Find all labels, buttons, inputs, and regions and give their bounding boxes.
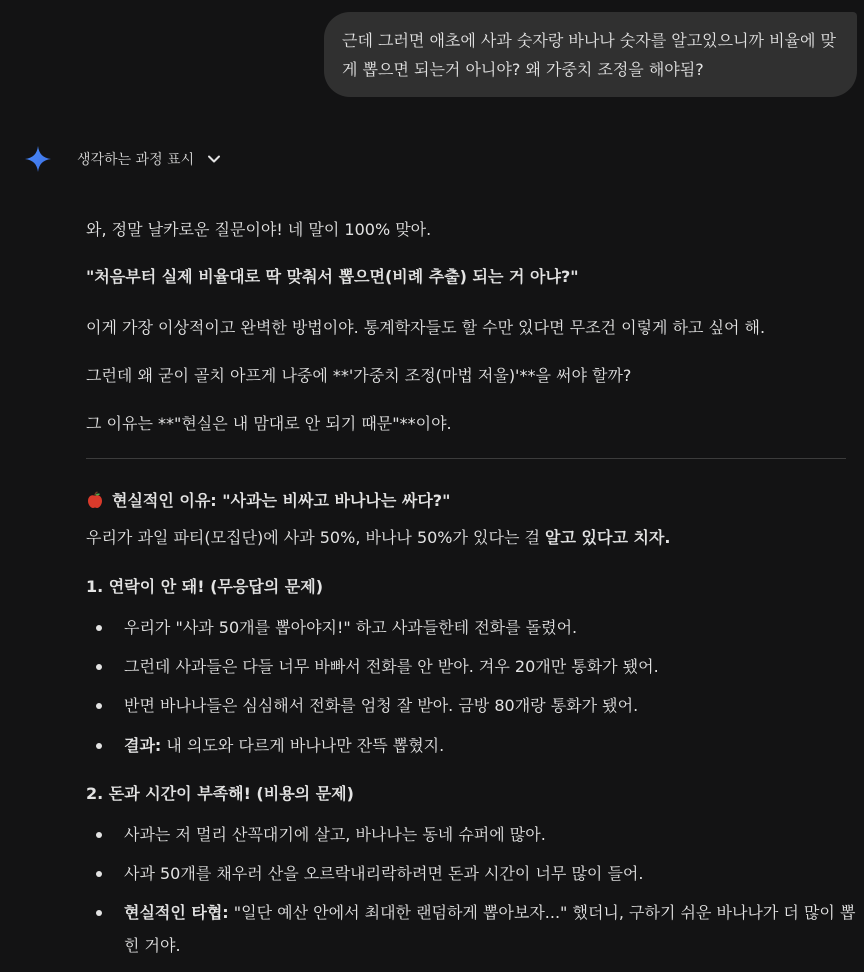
list1-item-2: 그런데 사과들은 다들 너무 바빠서 전화를 안 받아. 겨우 20개만 통화가 됐어.	[124, 657, 659, 676]
user-message-bubble	[324, 12, 857, 97]
bullet-dot	[96, 625, 102, 631]
list2-heading: 2. 돈과 시간이 부족해! (비용의 문제)	[86, 784, 354, 803]
response-paragraph-5: 그 이유는 **"현실은 내 맘대로 안 되기 때문"**이야.	[86, 414, 452, 433]
response-paragraph-4: 그런데 왜 굳이 골치 아프게 나중에 **'가중치 조정(마법 저울)'**을 써야 할까?	[86, 366, 632, 385]
section-heading-text: 현실적인 이유: "사과는 비싸고 바나나는 싸다?"	[112, 491, 451, 510]
list1-result-text: 내 의도와 다르게 바나나만 잔뜩 뽑혔지.	[161, 736, 445, 755]
list2-item-1: 사과는 저 멀리 산꼭대기에 살고, 바나나는 동네 슈퍼에 많아.	[124, 825, 546, 844]
response-paragraph-1: 와, 정말 날카로운 질문이야! 네 말이 100% 맞아.	[86, 220, 432, 239]
section-intro	[86, 526, 670, 550]
list2-compromise	[124, 896, 859, 962]
bullet-dot	[96, 832, 102, 838]
gemini-sparkle-icon	[24, 145, 52, 173]
apple-icon	[86, 491, 104, 509]
list1-item-3: 반면 바나나들은 심심해서 전화를 엄청 잘 받아. 금방 80개랑 통화가 됐어.	[124, 696, 639, 715]
bullet-dot	[96, 703, 102, 709]
response-paragraph-3: 이게 가장 이상적이고 완벽한 방법이야. 통계학자들도 할 수만 있다면 무조건 이렇게 하고 싶어 해.	[86, 318, 766, 337]
user-message-text: 근데 그러면 애초에 사과 숫자랑 바나나 숫자를 알고있으니까 비율에 맞게 뽑으면 되는거 아니야? 왜 가중치 조정을 해야됨?	[342, 31, 836, 79]
list1-result-label: 결과:	[124, 736, 162, 755]
bullet-dot	[96, 910, 102, 916]
list1-heading: 1. 연락이 안 돼! (무응답의 문제)	[86, 577, 324, 596]
thinking-toggle[interactable]	[24, 143, 222, 175]
list1-item-1: 우리가 "사과 50개를 뽑아야지!" 하고 사과들한테 전화를 돌렸어.	[124, 618, 578, 637]
bullet-dot	[96, 743, 102, 749]
list1-result	[124, 734, 444, 758]
thinking-label: 생각하는 과정 표시	[77, 152, 195, 168]
bullet-dot	[96, 664, 102, 670]
list2-compromise-text: "일단 예산 안에서 최대한 랜덤하게 뽑아보자..." 했더니, 구하기 쉬운 바나나가 더 많이 뽑힌 거야.	[124, 903, 856, 955]
section-heading	[86, 489, 450, 513]
list2-item-2: 사과 50개를 채우러 산을 오르락내리락하려면 돈과 시간이 너무 많이 들어.	[124, 864, 644, 883]
response-quote: "처음부터 실제 비율대로 딱 맞춰서 뽑으면(비례 추출) 되는 거 아냐?"	[86, 267, 579, 286]
section-intro-emphasis: 알고 있다고 치자.	[545, 528, 671, 547]
list2-compromise-label: 현실적인 타협:	[124, 903, 229, 922]
bullet-dot	[96, 871, 102, 877]
chevron-down-icon[interactable]	[206, 151, 222, 167]
section-intro-text: 우리가 과일 파티(모집단)에 사과 50%, 바나나 50%가 있다는 걸	[86, 528, 546, 547]
section-divider	[86, 458, 846, 459]
